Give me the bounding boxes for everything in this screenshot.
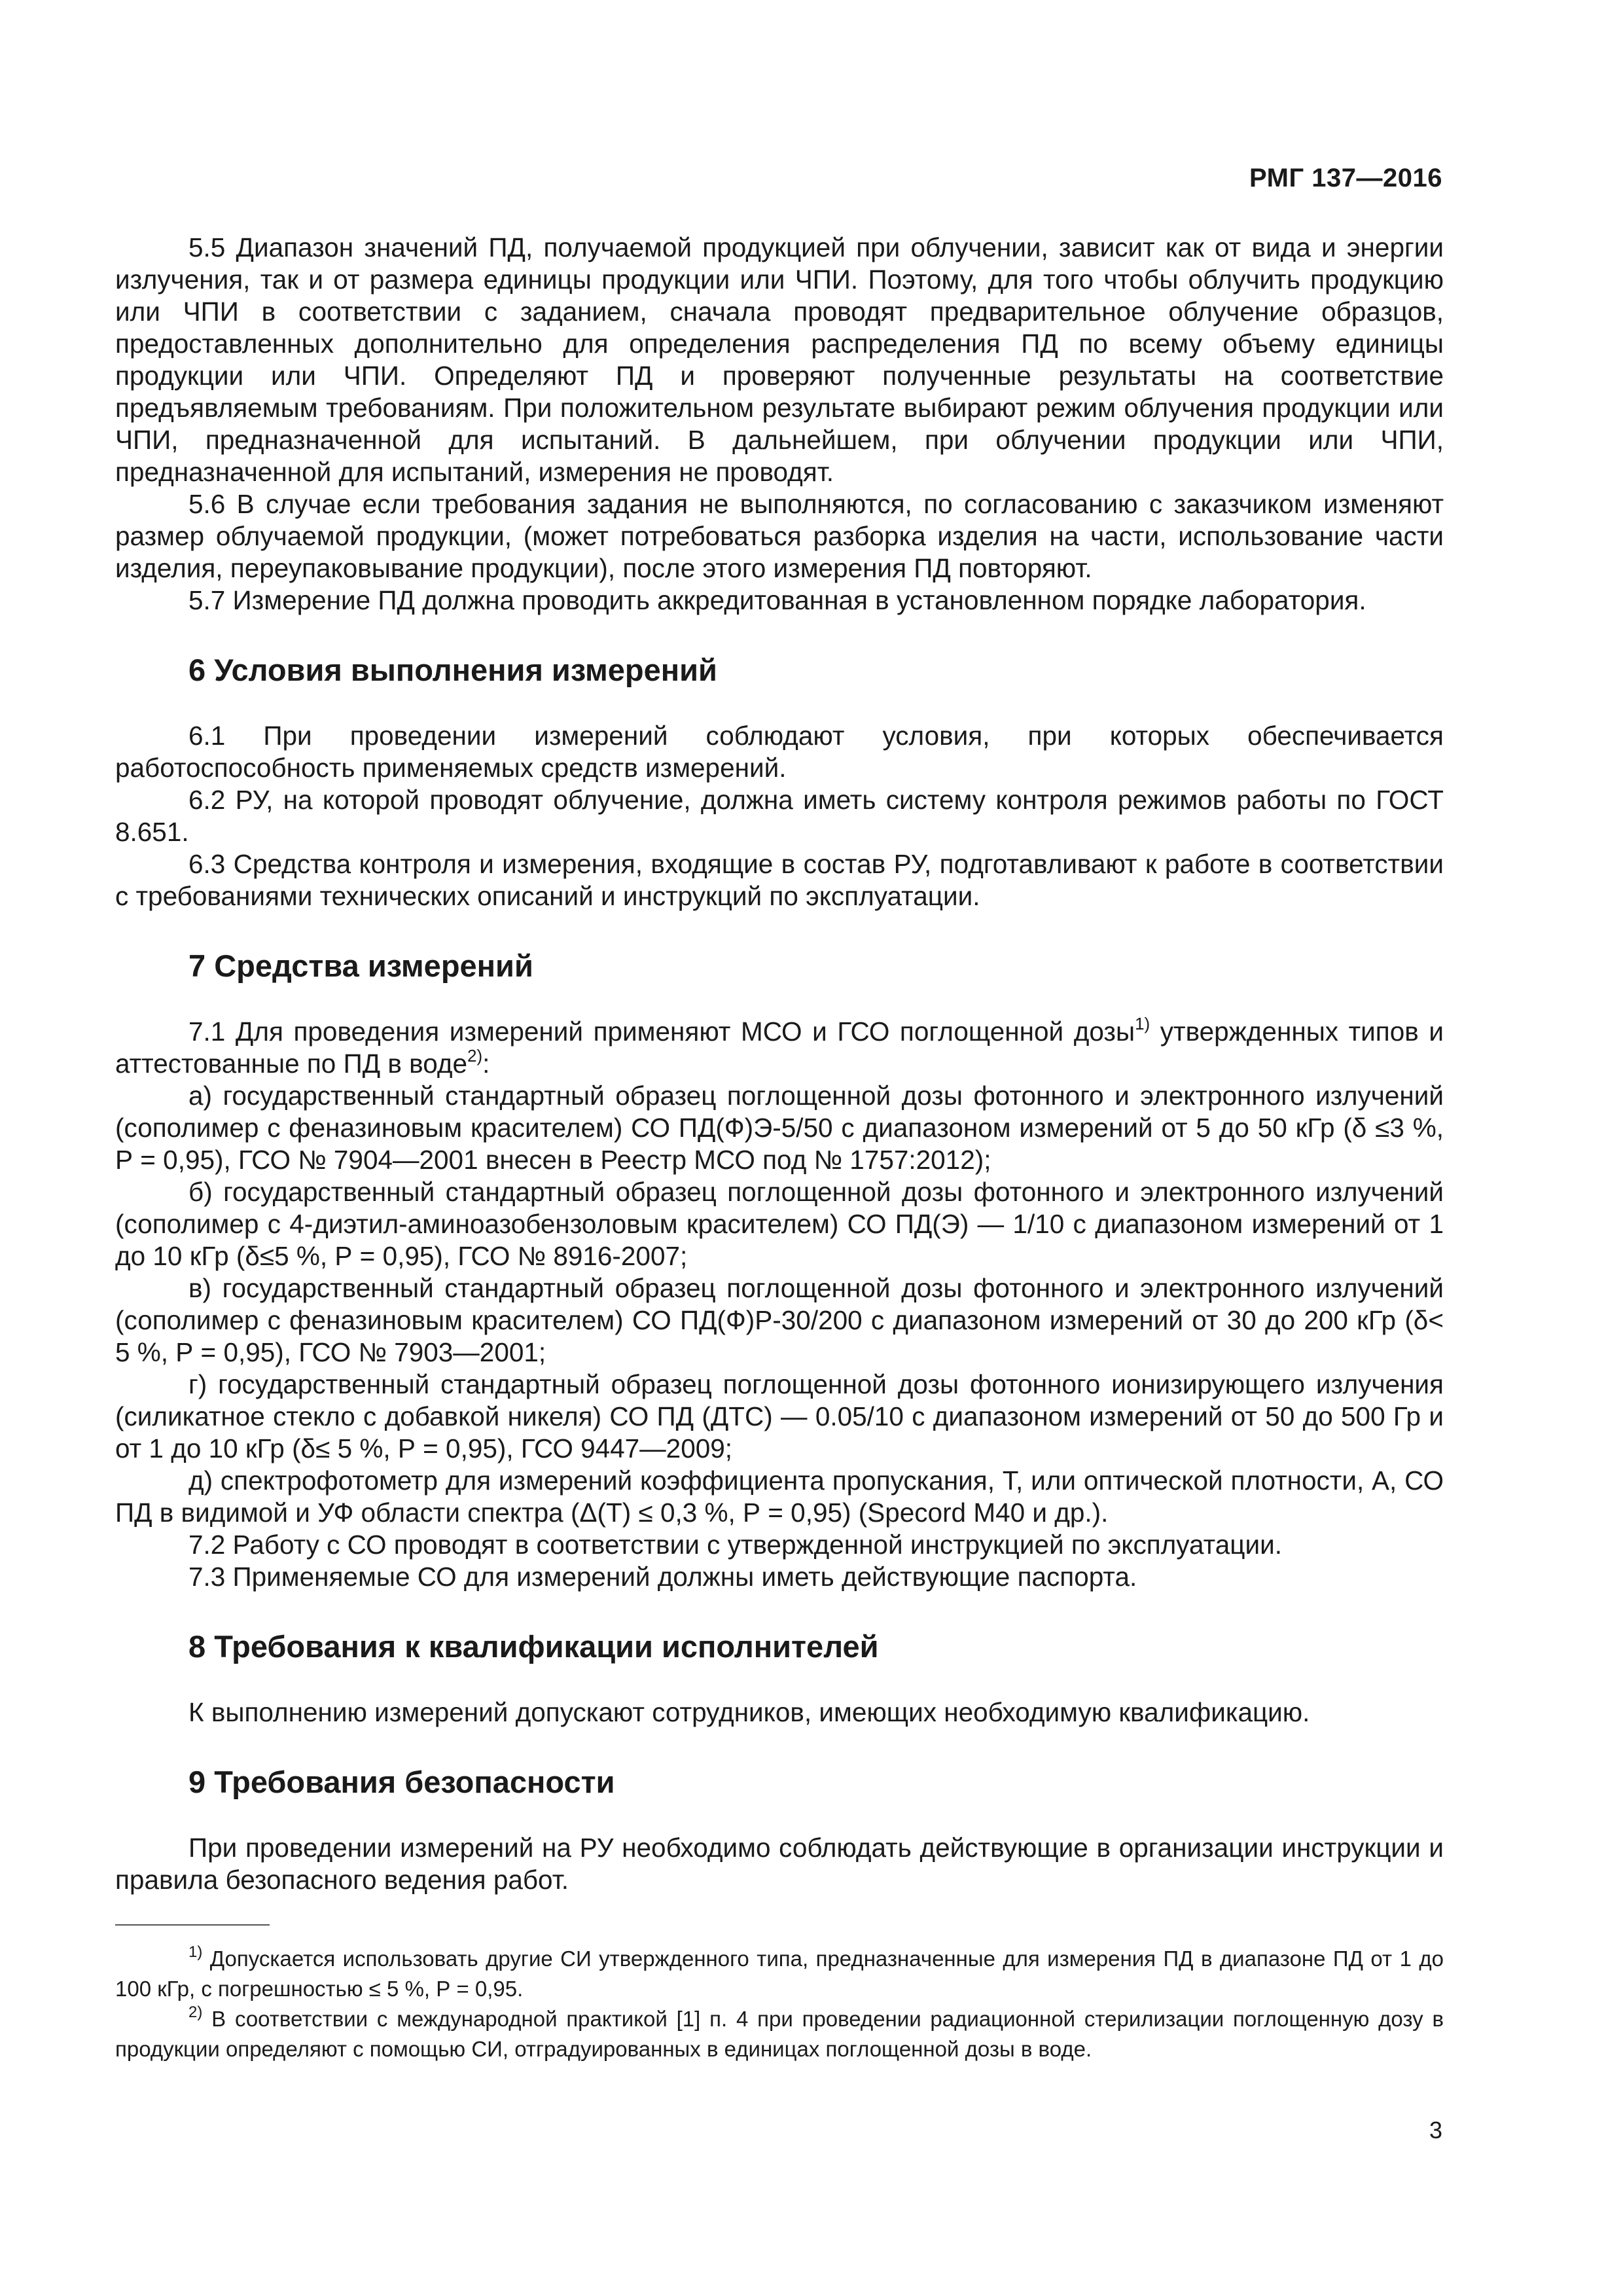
page-number: 3 (1429, 2117, 1442, 2144)
footnote-1-mark: 1) (188, 1943, 203, 1961)
paragraph-6-2: 6.2 РУ, на которой проводят облучение, должна иметь систему контроля режимов работы по ГОСТ 8.651. (115, 785, 1444, 847)
paragraph-6-1: 6.1 При проведении измерений соблюдают условия, при которых обеспечивается работоспособность применяемых средств измерений. (115, 721, 1444, 783)
paragraph-7-2: 7.2 Работу с СО проводят в соответствии с утвержденной инструкцией по эксплуатации. (188, 1530, 1283, 1560)
page-body (115, 232, 1444, 1896)
paragraph-5-5: 5.5 Диапазон значений ПД, получаемой продукцией при облучении, зависит как от вида и энергии излучения, так и от размера единицы продукции или ЧПИ. Поэтому, для того чтобы облучить продукцию или ЧПИ в соответствии с заданием, сначала проводят предварительное облучение образцов, предоставленных дополнительно для определения распределения ПД по всему объему единицы продукции или ЧПИ. Определяют ПД и проверяют полученные результаты на соответствие предъявляемым требованиям. При положительном результате выбирают режим облучения продукции или ЧПИ, предназначенной для испытаний. В дальнейшем, при облучении продукции или ЧПИ, предназначенной для испытаний, измерения не проводят. (115, 232, 1444, 487)
paragraph-9: При проведении измерений на РУ необходимо соблюдать действующие в организации инструкции и правила безопасного ведения работ. (115, 1833, 1444, 1895)
paragraph-5-7: 5.7 Измерение ПД должна проводить аккредитованная в установленном порядке лаборатория. (188, 585, 1366, 615)
list-item-g: г) государственный стандартный образец поглощенной дозы фотонного ионизирующего излучения (силикатное стекло с добавкой никеля) СО ПД (ДТС) — 0.05/10 с диапазоном измерений от 50 до 500 Гр и от 1 до 10 кГр (δ≤ 5 %, Р = 0,95), ГСО 9447—2009; (115, 1369, 1444, 1463)
paragraph-5-6: 5.6 В случае если требования задания не выполняются, по согласованию с заказчиком изменяют размер облучаемой продукции, (может потребоваться разборка изделия на части, использование части изделия, переупаковывание продукции), после этого измерения ПД повторяют. (115, 489, 1444, 583)
list-item-b: б) государственный стандартный образец поглощенной дозы фотонного и электронного излучений (сополимер с 4-диэтил-аминоазобензоловым красителем) СО ПД(Э) — 1/10 с диапазоном измерений от 1 до 10 кГр (δ≤5 %, Р = 0,95), ГСО № 8916-2007; (115, 1177, 1444, 1271)
section-7-heading: 7 Средства измерений (188, 948, 533, 983)
paragraph-7-1-text-c: : (482, 1049, 490, 1079)
section-9-heading: 9 Требования безопасности (188, 1765, 615, 1799)
footnote-2 (115, 2004, 1444, 2064)
section-6-heading: 6 Условия выполнения измерений (188, 653, 717, 687)
paragraph-7-1 (115, 1016, 1444, 1080)
paragraph-6-3: 6.3 Средства контроля и измерения, входящие в состав РУ, подготавливают к работе в соответствии с требованиями технических описаний и инструкций по эксплуатации. (115, 849, 1444, 911)
paragraph-7-3: 7.3 Применяемые СО для измерений должны иметь действующие паспорта. (188, 1562, 1137, 1592)
paragraph-7-1-text-b: утвержденных типов и аттестованные по ПД в воде (115, 1016, 1444, 1079)
footnote-ref-1: 1) (1135, 1014, 1150, 1033)
footnote-2-mark: 2) (188, 2003, 203, 2021)
document-code: РМГ 137—2016 (1249, 164, 1442, 192)
footnote-1 (115, 1944, 1444, 2004)
list-item-v: в) государственный стандартный образец поглощенной дозы фотонного и электронного излучений (сополимер с феназиновым красителем) СО ПД(Ф)Р-30/200 с диапазоном измерений от 30 до 200 кГр (δ< 5 %, Р = 0,95), ГСО № 7903—2001; (115, 1273, 1444, 1367)
footnote-ref-2: 2) (467, 1046, 483, 1066)
footnote-2-text: В соответствии с международной практикой [1] п. 4 при проведении радиационной стерилизации поглощенную дозу в продукции определяют с помощью СИ, отградуированных в единицах поглощенной дозы в воде. (115, 2007, 1444, 2061)
footnote-divider (115, 1924, 270, 1926)
list-item-d: д) спектрофотометр для измерений коэффициента пропускания, Т, или оптической плотности, А, СО ПД в видимой и УФ области спектра (Δ(Т) ≤ 0,3 %, Р = 0,95) (Specord М40 и др.). (115, 1465, 1444, 1528)
section-8-heading: 8 Требования к квалификации исполнителей (188, 1629, 879, 1664)
footnotes (115, 1924, 1444, 2064)
list-item-a: а) государственный стандартный образец поглощенной дозы фотонного и электронного излучений (сополимер с феназиновым красителем) СО ПД(Ф)Э-5/50 с диапазоном измерений от 5 до 50 кГр (δ ≤3 %, Р = 0,95), ГСО № 7904—2001 внесен в Реестр МСО под № 1757:2012); (115, 1081, 1444, 1175)
footnote-1-text: Допускается использовать другие СИ утвержденного типа, предназначенные для измерения ПД в диапазоне ПД от 1 до 100 кГр, с погрешностью ≤ 5 %, Р = 0,95. (115, 1946, 1444, 2001)
paragraph-7-1-text-a: 7.1 Для проведения измерений применяют МСО и ГСО поглощенной дозы (188, 1016, 1135, 1047)
paragraph-8: К выполнению измерений допускают сотрудников, имеющих необходимую квалификацию. (188, 1697, 1310, 1727)
